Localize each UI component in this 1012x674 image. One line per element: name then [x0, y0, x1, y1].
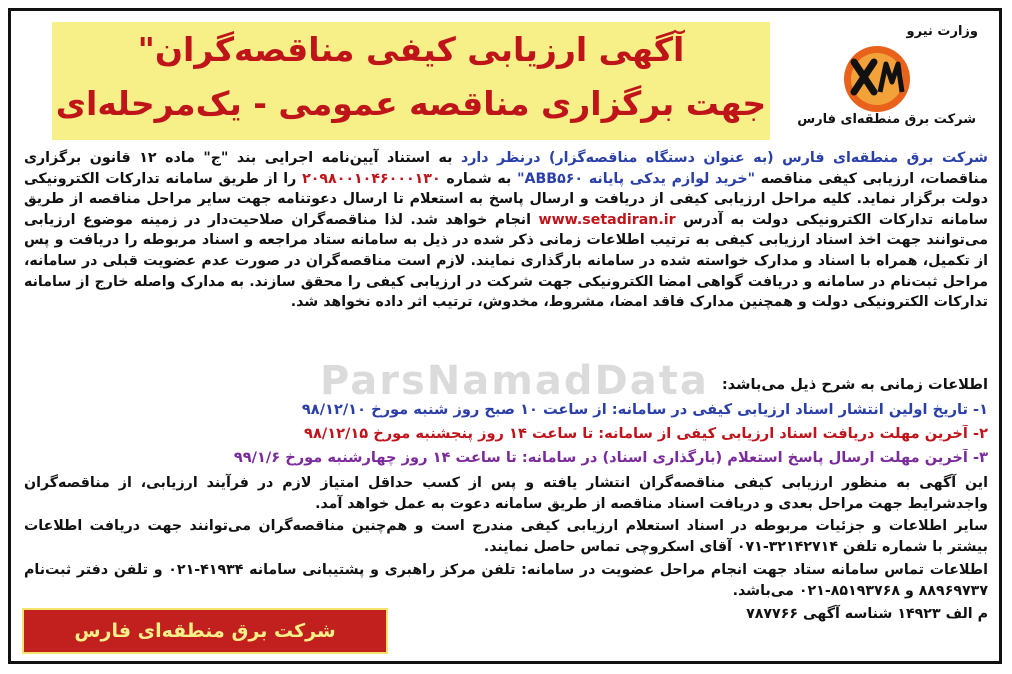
procedure-text: را از طریق سامانه تدارکات الکترونیکی دولت برگزار نماید. کلیه مراحل ارزیابی کیفی از دریافت و ارسال پاسخ به استعلام تا ارسال دعوتنامه جهت سایر مراحل مناقصه از طریق سامانه تدارکات الکترونیکی دولت به آدرس	[24, 170, 988, 228]
title-line-1: آگهی ارزیابی کیفی مناقصه‌گران"	[137, 30, 685, 69]
schedule-intro: اطلاعات زمانی به شرح ذیل می‌باشد:	[721, 376, 988, 393]
setad-contact-text: اطلاعات تماس سامانه ستاد جهت انجام مراحل عضویت در سامانه: تلفن مرکز راهبری و پشتیبانی سامانه ۴۱۹۳۴-۰۲۱ و تلفن دفتر ثبت‌نام ۸۸۹۶۹۷۳۷ و ۸۵۱۹۳۷۶۸-۰۲۱ می‌باشد.	[24, 562, 988, 599]
company-logo-icon	[840, 42, 914, 116]
footer-company-bar	[22, 608, 388, 654]
intro-highlight: شرکت برق منطقه‌ای فارس (به عنوان دستگاه مناقصه‌گزار) درنظر دارد	[460, 150, 989, 166]
ad-reference-text: م الف ۱۴۹۲۳ شناسه آگهی ۷۸۷۷۶۶	[746, 606, 988, 622]
requirements-text: انجام خواهد شد. لذا مناقصه‌گران صلاحیت‌دار در زمینه موضوع ارزیابی می‌توانند جهت اخذ اسناد ارزیابی کیفی به ترتیب اطلاعات زمانی ذکر شده در ذیل به سامانه ستاد مراجعه و اسناد مربوطه را دریافت و پس از تکمیل، همراه با اسناد و مدارک خواسته شده در سامانه بارگذاری نمایند. لازم است مناقصه‌گران در صورت عدم عضویت قبلی در سامانه، مراحل ثبت‌نام در سامانه و دریافت گواهی امضا الکترونیکی جهت شرکت در ارزیابی کیفی را محقق سازند. به مدارک واصله خارج از سامانه تدارکات الکترونیکی دولت و همچنین مدارک فاقد امضا، مشروط، مخدوش، ترتیب اثر داده نخواهد شد.	[24, 211, 988, 311]
evaluation-text: این آگهی به منظور ارزیابی کیفی مناقصه‌گران انتشار یافته و پس از کسب حداقل امتیاز لازم در فرآیند ارزیابی، از مناقصه‌گران واجدشرایط جهت مراحل بعدی و دریافت اسناد مناقصه از طریق سامانه دعوت به عمل خواهد آمد.	[24, 475, 988, 512]
main-paragraph	[24, 148, 988, 313]
setadiran-link[interactable]: www.setadiran.ir	[538, 211, 676, 228]
ministry-label: وزارت نیرو	[906, 24, 978, 39]
footer-company-name: شرکت برق منطقه‌ای فارس	[74, 620, 336, 642]
title-line-2: جهت برگزاری مناقصه عمومی - یک‌مرحله‌ای	[55, 84, 767, 123]
intro-text: به استناد آیین‌نامه اجرایی بند "ج" ماده ۱۲ قانون برگزاری مناقصات، ارزیابی کیفی مناقصه	[24, 150, 988, 187]
tender-title: "خرید لوازم یدکی پایانه ABB۵۶۰"	[517, 170, 755, 187]
number-prefix: به شماره	[440, 170, 518, 187]
company-name-label: شرکت برق منطقه‌ای فارس	[797, 112, 976, 127]
schedule-item-1: ۱- تاریخ اولین انتشار اسناد ارزیابی کیفی در سامانه: از ساعت ۱۰ صبح روز شنبه مورخ ۹۸/۱۲/۱۰	[301, 401, 988, 418]
ad-reference	[448, 604, 988, 625]
schedule-item-2: ۲- آخرین مهلت دریافت اسناد ارزیابی کیفی از سامانه: تا ساعت ۱۴ روز پنجشنبه مورخ ۹۸/۱۲/۱۵	[304, 425, 988, 442]
paragraph-setad-contact	[24, 560, 988, 601]
paragraph-contact	[24, 516, 988, 557]
watermark-text: ParsNamadData	[320, 358, 709, 404]
tender-number: ۲۰۹۸۰۰۱۰۴۶۰۰۰۱۳۰	[302, 170, 441, 187]
paragraph-evaluation	[24, 473, 988, 514]
contact-text: سایر اطلاعات و جزئیات مربوطه در اسناد استعلام ارزیابی کیفی مندرج است و هم‌چنین مناقصه‌گران می‌توانند جهت دریافت اطلاعات بیشتر با شماره تلفن ۳۲۱۴۲۷۱۴-۰۷۱ آقای اسکروچی تماس حاصل نمایند.	[24, 518, 988, 555]
schedule-item-3: ۳- آخرین مهلت ارسال پاسخ استعلام (بارگذاری اسناد) در سامانه: تا ساعت ۱۴ روز چهارشنبه مورخ ۹۹/۱/۶	[233, 449, 988, 466]
